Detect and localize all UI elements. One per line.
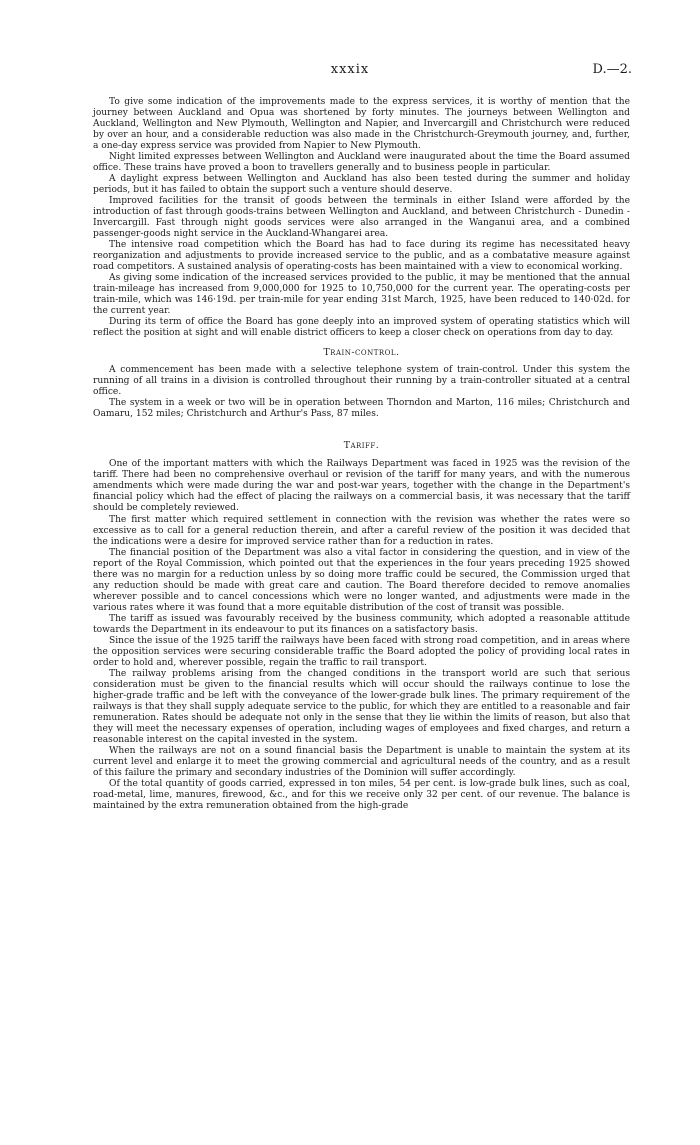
paragraph: The system in a week or two will be in operation between Thorndon and Marton, 116 miles; Christchurch and Oamaru, 152 miles; Christchurch and Arthur's Pass, 87 miles. [93, 398, 630, 420]
paragraph: One of the important matters with which the Railways Department was faced in 1925 was the revision of the tariff. There had been no comprehensive overhaul or revision of the tariff for many years, and with the numerous amendments which were made during the war and post-war years, together with the change in the Department's financial policy which had the effect of placing the railways on a commercial basis, it was necessary that the tariff should be completely reviewed. [93, 459, 630, 514]
paragraph: As giving some indication of the increased services provided to the public, it may be mentioned that the annual train-mileage has increased from 9,000,000 for 1925 to 10,750,000 for the current year. The operating-costs per train-mile, which was 146·19d. per train-mile for year ending 31st March, 1925, have been reduced to 140·02d. for the current year. [93, 273, 630, 317]
paragraph: Of the total quantity of goods carried, expressed in ton miles, 54 per cent. is low-grade bulk lines, such as coal, road-metal, lime, manures, firewood, &c., and for this we receive only 32 per cent. of our revenue. The balance is maintained by the extra remuneration obtained from the high-grade [93, 778, 630, 811]
section-heading-train-control: Train-control. [323, 347, 400, 359]
paragraph: When the railways are not on a sound financial basis the Department is unable to maintain the system at its current level and enlarge it to meet the growing commercial and agricultural needs of the country, and as a result of this failure the primary and secondary industries of the Dominion will suffer accordingly. [93, 745, 630, 778]
paragraph: A commencement has been made with a selective telephone system of train-control. Under this system the running of all trains in a division is controlled throughout their running by a train-controller situated at a central office. [93, 365, 630, 398]
paragraph: To give some indication of the improvements made to the express services, it is worthy of mention that the journey between Auckland and Opua was shortened by forty minutes. The journeys between Wellington and Auckland, Wellington and New Plymouth, Wellington and Napier, and Invercargill and Christchurch were reduced by over an hour, and a considerable reduction was also made in the Christchurch-Greymouth journey, and, further, a one-day express service was provided from Napier to New Plymouth. [93, 97, 630, 152]
section-heading-tariff: Tariff. [343, 440, 380, 452]
paragraph: During its term of office the Board has gone deeply into an improved system of operating statistics which will reflect the position at sight and will enable district officers to keep a closer check on operations from day to day. [93, 317, 630, 339]
paragraph: Since the issue of the 1925 tariff the railways have been faced with strong road competition, and in areas where the opposition services were securing considerable traffic the Board adopted the policy of providing local rates in order to hold and, wherever possible, regain the traffic to rail transport. [93, 635, 630, 668]
paragraph: The financial position of the Department was also a vital factor in considering the question, and in view of the report of the Royal Commission, which pointed out that the experiences in the four years preceding 1925 showed there was no margin for a reduction unless by so doing more traffic could be secured, the Commission urged that any reduction should be made with great care and caution. The Board therefore decided to remove anomalies wherever possible and to cancel concessions which were no longer wanted, and adjustments were made in the various rates where it was found that a more equitable distribution of the cost of transit was possible. [93, 547, 630, 613]
paragraph: Improved facilities for the transit of goods between the terminals in either Island were afforded by the introduction of fast through goods-trains between Wellington and Auckland, and between Christchurch - Dunedin - Invercargill. Fast through night goods services were also arranged in the Wanganui area, and a combined passenger-goods night service in the Auckland-Whangarei area. [93, 196, 630, 240]
paragraph: The tariff as issued was favourably received by the business community, which adopted a reasonable attitude towards the Department in its endeavour to put its finances on a satisfactory basis. [93, 613, 630, 635]
paragraph: The railway problems arising from the changed conditions in the transport world are such that serious consideration must be given to the financial results which will occur should the railways continue to lose the higher-grade traffic and be left with the conveyance of the lower-grade bulk lines. The primary requirement of the railways is that they shall supply adequate service to the public, for which they are entitled to a reasonable and fair remuneration. Rates should be adequate not only in the sense that they lie within the limits of reason, but also that they will meet the necessary expenses of operation, including wages of employees and fixed charges, and return a reasonable interest on the capital invested in the system. [93, 668, 630, 745]
paper-reference: D.—2. [592, 62, 632, 77]
page-number: xxxix [330, 62, 370, 77]
paragraph: The first matter which required settlement in connection with the revision was whether the rates were so excessive as to call for a general reduction therein, and after a careful review of the position it was decided that the indications were a desire for improved service rather than for a reduction in rates. [93, 514, 630, 547]
paragraph: The intensive road competition which the Board has had to face during its regime has necessitated heavy reorganization and adjustments to provide increased service to the public, and as a combatative measure against road competitors. A sustained analysis of operating-costs has been maintained with a view to economical working. [93, 240, 630, 273]
paragraph: Night limited expresses between Wellington and Auckland were inaugurated about the time the Board assumed office. These trains have proved a boon to travellers generally and to business people in particular. [93, 152, 630, 174]
body-text [93, 97, 630, 812]
paragraph: A daylight express between Wellington and Auckland has also been tested during the summer and holiday periods, but it has failed to obtain the support such a venture should deserve. [93, 174, 630, 196]
running-header [0, 62, 700, 82]
